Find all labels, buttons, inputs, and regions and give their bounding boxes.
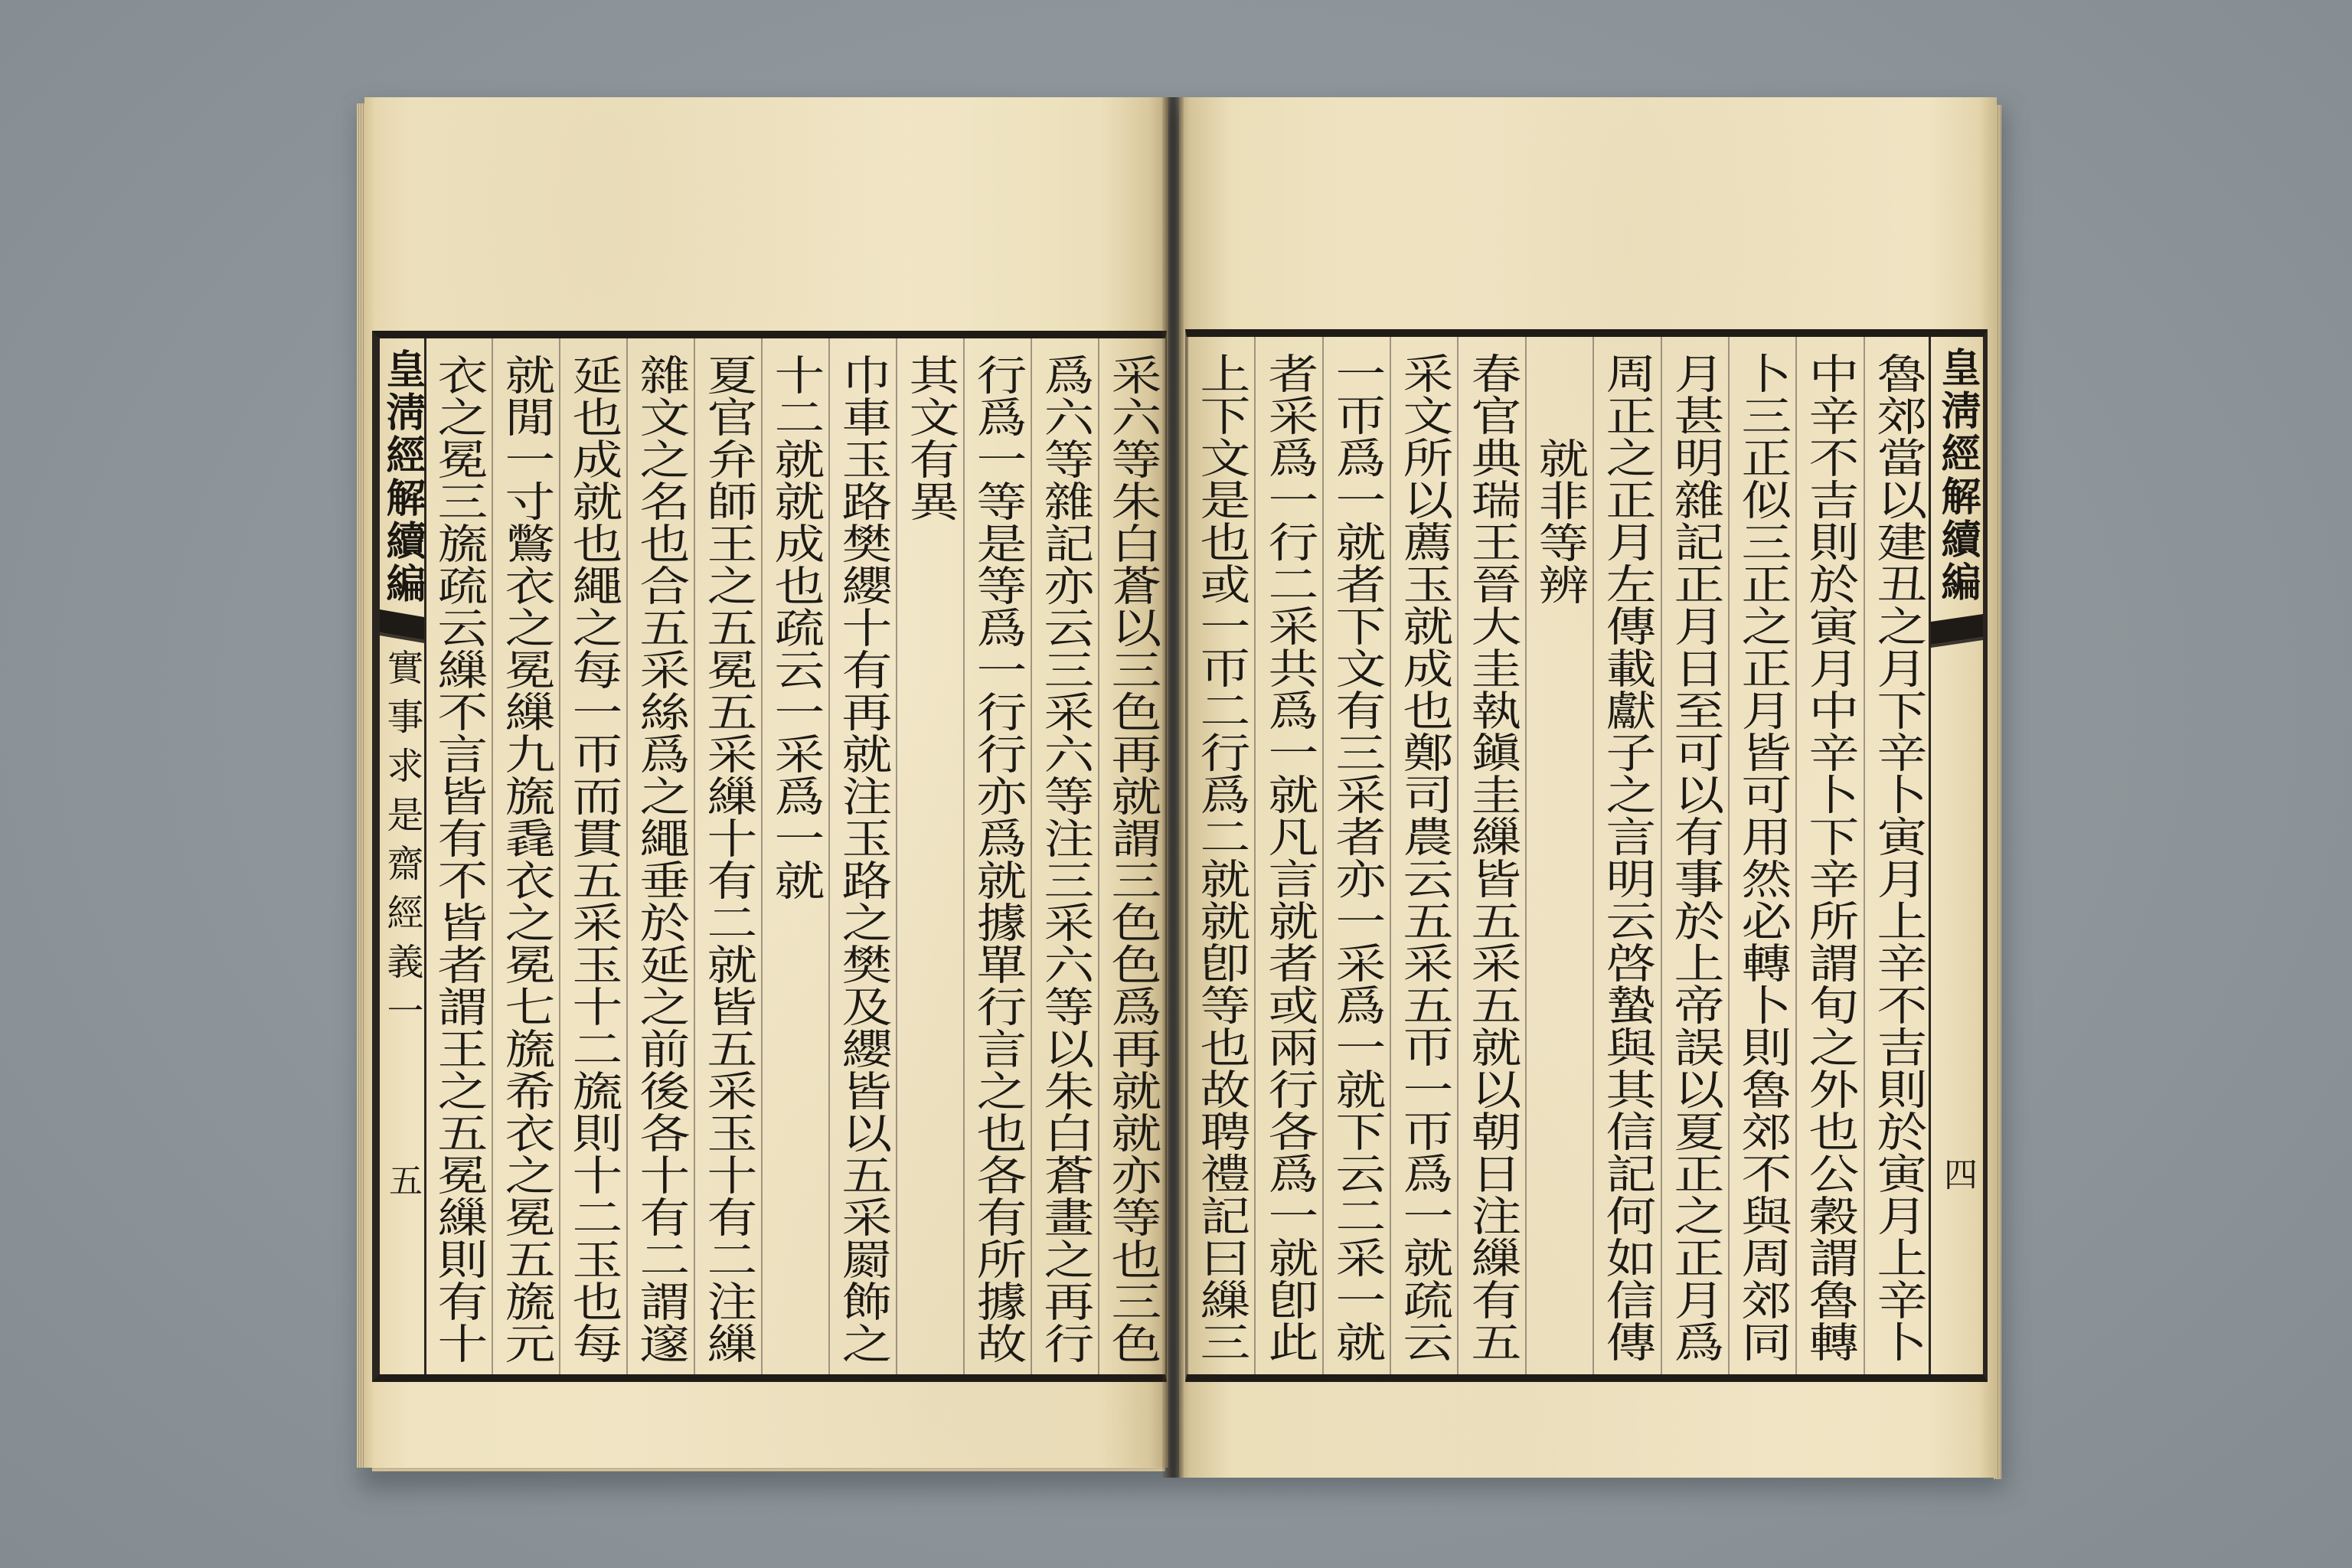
- printed-frame: [372, 331, 1167, 1382]
- text-column: [896, 338, 963, 1374]
- text-block: [1187, 337, 1931, 1374]
- column-text: 春官典瑞王晉大圭執鎭圭繅皆五采五就以朝日注繅有五: [1462, 352, 1522, 1363]
- left-page: [364, 97, 1168, 1468]
- column-text: 周正之正月左傳載獻子之言明云啓蟄與其信記何如信傳: [1598, 352, 1658, 1363]
- text-column: [1457, 337, 1524, 1374]
- column-text: 卜三正似三正之正月皆可用然必轉卜則魯郊不與周郊同: [1733, 352, 1793, 1363]
- series-title: 皇淸經解續編: [1934, 347, 1981, 604]
- text-column: [1098, 338, 1165, 1374]
- column-text: 衣之冕三旒疏云繅不言皆有不皆者謂王之五冕繅則有十: [430, 354, 489, 1364]
- text-column: [1322, 337, 1390, 1374]
- column-text: 采文所以薦玉就成也鄭司農云五采五帀一帀爲一就疏云: [1395, 352, 1455, 1363]
- text-column: [828, 338, 896, 1374]
- volume-title: 實事求是齋經義一: [381, 648, 423, 1040]
- fish-tail-ornament-icon: [380, 609, 424, 643]
- text-column: [1661, 337, 1728, 1374]
- text-column: [1592, 337, 1660, 1374]
- column-text: 者采爲一行二采共爲一就凡言就者或兩行各爲一就卽此: [1259, 352, 1319, 1363]
- text-column: [963, 338, 1031, 1374]
- text-column: [559, 338, 626, 1374]
- column-text: 中辛不吉則於寅月中辛卜下辛所謂旬之外也公穀謂魯轉: [1801, 352, 1860, 1363]
- page-number: 五: [383, 1163, 422, 1197]
- column-text: 采六等朱白蒼以三色再就謂三色色爲再就就亦等也三色: [1103, 354, 1163, 1364]
- text-column: [626, 338, 694, 1374]
- text-column: [424, 338, 492, 1374]
- text-column: [1390, 337, 1457, 1374]
- column-text: 就閒一寸鷩衣之冕繅九旒毳衣之冕七旒希衣之冕五旒元: [497, 354, 557, 1364]
- column-text: 魯郊當以建丑之月下辛卜寅月上辛不吉則於寅月上辛卜: [1868, 352, 1928, 1363]
- column-text: 一帀爲一就者下文有三采者亦一采爲一就下云二采一就: [1328, 352, 1387, 1363]
- text-column: [1728, 337, 1795, 1374]
- column-text: 行爲一等是等爲一行行亦爲就據單行言之也各有所據故: [969, 354, 1028, 1364]
- column-text: 夏官弁師王之五冕五采繅十有二就皆五采玉十有二注繅: [699, 354, 759, 1364]
- text-column: [1864, 337, 1931, 1374]
- fish-tail-ornament-icon: [1931, 614, 1983, 648]
- column-text: 上下文是也或一帀二行爲二就就卽等也故聘禮記曰繅三: [1192, 352, 1252, 1363]
- printed-frame: [1185, 329, 1988, 1382]
- column-text: 爲六等雜記亦云三采六等注三采六等以朱白蒼畫之再行: [1036, 354, 1096, 1364]
- column-text: 月甚明雜記正月日至可以有事於上帝誤以夏正之正月爲: [1665, 352, 1725, 1363]
- column-text: 巾車玉路樊纓十有再就注玉路之樊及纓皆以五采罽飾之: [834, 354, 893, 1364]
- text-column: [694, 338, 761, 1374]
- column-text: 其文有異: [901, 354, 961, 522]
- text-column: [1187, 337, 1254, 1374]
- text-column: [1031, 338, 1098, 1374]
- right-page: [1179, 97, 1997, 1478]
- text-block: [424, 338, 1165, 1374]
- book-gutter: [1162, 97, 1184, 1478]
- series-title: 皇淸經解續編: [379, 348, 426, 606]
- folio-column: [380, 338, 426, 1374]
- column-text: 延也成就也繩之每一帀而貫五采玉十二旒則十二玉也每: [564, 354, 624, 1364]
- text-column: [1795, 337, 1863, 1374]
- folio-column: [1929, 337, 1983, 1374]
- text-column: [492, 338, 559, 1374]
- text-column: [1254, 337, 1321, 1374]
- section-heading: 就非等辨: [1530, 437, 1590, 606]
- section-heading-column: [1525, 337, 1592, 1374]
- column-text: 十二就就成也疏云一采爲一就: [766, 354, 826, 901]
- text-column: [761, 338, 828, 1374]
- column-text: 雜文之名也合五采絲爲之繩垂於延之前後各十有二謂邃: [632, 354, 691, 1364]
- page-number: 四: [1938, 1157, 1977, 1191]
